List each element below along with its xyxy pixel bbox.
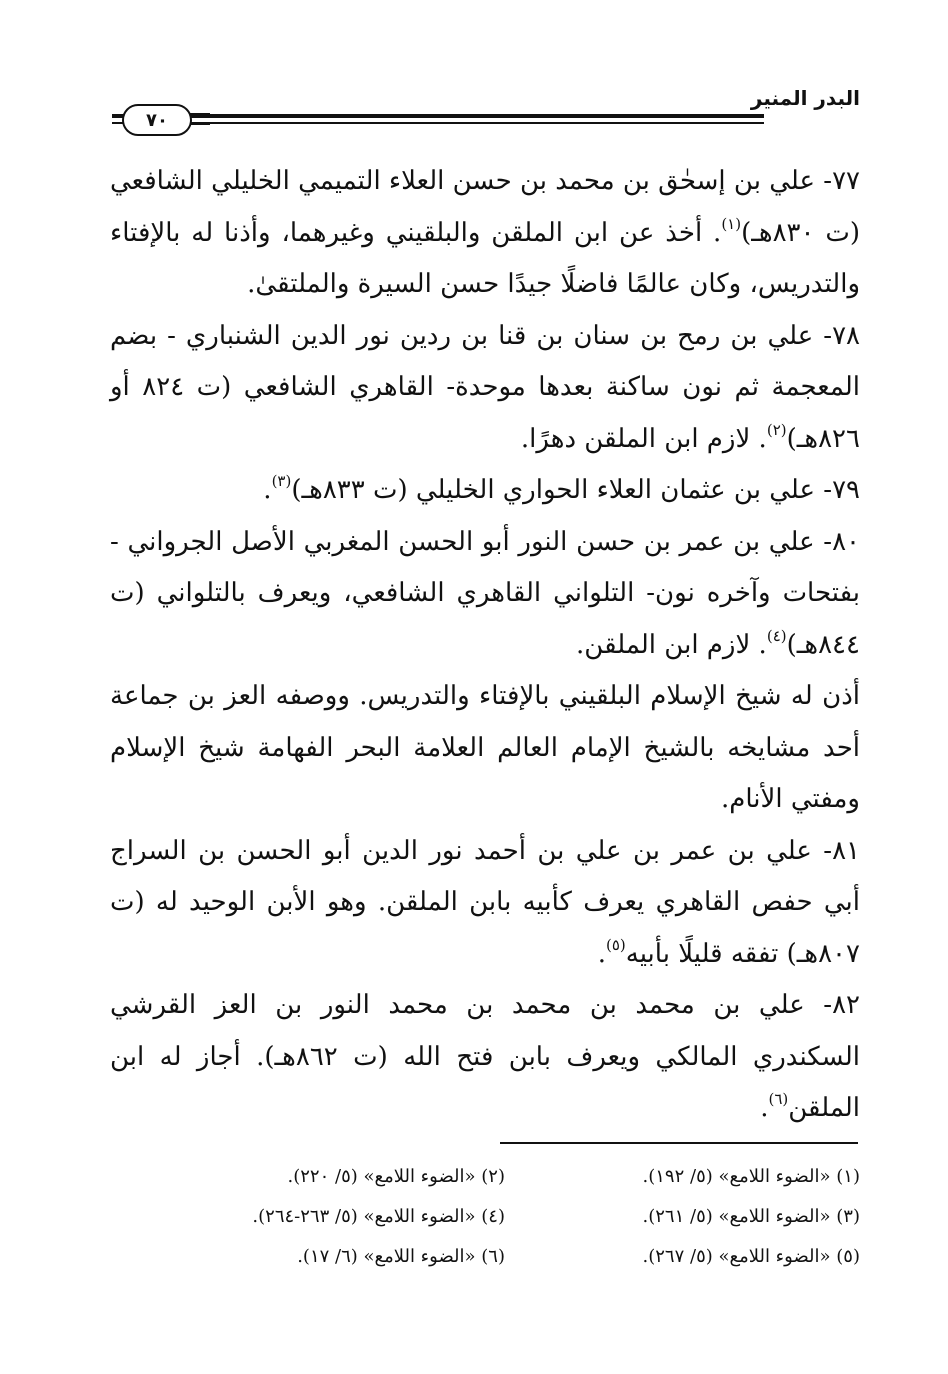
entry-82-tail: . xyxy=(760,1093,769,1123)
entry-79 xyxy=(110,465,860,517)
footnote-5: (٥) «الضوء اللامع» (٥/ ٢٦٧). xyxy=(642,1245,860,1267)
page-header xyxy=(112,86,860,136)
entry-80-text: ٨٠- علي بن عمر بن حسن النور أبو الحسن المغربي الأصل الجرواني - بفتحات وآخره نون- التلواني القاهري الشافعي، ويعرف بالتلواني (ت ٨٤٤هـ) xyxy=(110,526,860,660)
entry-80-continued xyxy=(110,671,860,826)
footnote-4: (٤) «الضوء اللامع» (٥/ ٢٦٣-٢٦٤). xyxy=(252,1205,505,1227)
footnote-ref-4: (٤) xyxy=(766,626,787,645)
footnote-separator xyxy=(500,1142,858,1144)
entry-79-tail: . xyxy=(263,475,272,505)
footnote-ref-2: (٢) xyxy=(766,420,787,439)
entry-82 xyxy=(110,980,860,1135)
footnote-ref-5: (٥) xyxy=(605,935,626,954)
entry-81-text: ٨١- علي بن عمر بن علي بن أحمد نور الدين أبو الحسن بن السراج أبي حفص القاهري يعرف كأبيه بابن الملقن. وهو الأبن الوحيد له (ت ٨٠٧هـ) تفقه قليلًا بأبيه xyxy=(110,835,860,969)
footnote-ref-6: (٦) xyxy=(768,1090,789,1108)
entry-77-text: ٧٧- علي بن إسحٰق بن محمد بن حسن العلاء التميمي الخليلي الشافعي (ت ٨٣٠هـ) xyxy=(110,166,860,248)
footnote-1: (١) «الضوء اللامع» (٥/ ١٩٢). xyxy=(642,1165,860,1187)
page-number: ٧٠ xyxy=(146,109,168,131)
footnote-ref-1: (١) xyxy=(721,214,742,233)
page-number-badge xyxy=(122,104,192,136)
entry-78 xyxy=(110,311,860,466)
running-title: البدر المنير xyxy=(750,86,860,110)
footnote-row xyxy=(150,1156,860,1196)
entry-80-continued-text: أذن له شيخ الإسلام البلقيني بالإفتاء والتدريس. ووصفه العز بن جماعة أحد مشايخه بالشيخ الإمام العالم العلامة البحر الفهامة شيخ الإسلام ومفتي الأنام. xyxy=(110,681,860,814)
entry-80 xyxy=(110,517,860,672)
footnote-3: (٣) «الضوء اللامع» (٥/ ٢٦١). xyxy=(642,1205,860,1227)
entry-78-text: ٧٨- علي بن رمح بن سنان بن قنا بن ردين نور الدين الشنباري - بضم المعجمة ثم نون ساكنة بعدها موحدة- القاهري الشافعي (ت ٨٢٤ أو ٨٢٦هـ) xyxy=(110,320,860,454)
entry-82-text: ٨٢- علي بن محمد بن محمد بن محمد النور بن العز القرشي السكندري المالكي ويعرف بابن فتح الله (ت ٨٦٢هـ). أجاز له ابن الملقن xyxy=(110,990,860,1123)
entry-77-tail: . أخذ عن ابن الملقن والبلقيني وغيرهما، وأذنا له بالإفتاء والتدريس، وكان عالمًا فاضلًا جيدًا حسن السيرة والملتقىٰ. xyxy=(110,217,860,299)
footnote-ref-3: (٣) xyxy=(271,472,292,490)
entry-80-tail: . لازم ابن الملقن. xyxy=(576,629,767,660)
entry-79-text: ٧٩- علي بن عثمان العلاء الحواري الخليلي (ت ٨٣٣هـ) xyxy=(291,475,860,505)
footnote-row xyxy=(150,1196,860,1236)
body-text xyxy=(110,156,860,1135)
entry-78-tail: . لازم ابن الملقن دهرًا. xyxy=(520,423,767,454)
footnote-6: (٦) «الضوء اللامع» (٦/ ١٧). xyxy=(297,1245,505,1267)
footnote-2: (٢) «الضوء اللامع» (٥/ ٢٢٠). xyxy=(287,1165,505,1187)
entry-77 xyxy=(110,156,860,311)
footnote-row xyxy=(150,1236,860,1276)
entry-81-tail: . xyxy=(597,938,606,969)
footnotes xyxy=(150,1156,860,1276)
entry-81 xyxy=(110,826,860,981)
